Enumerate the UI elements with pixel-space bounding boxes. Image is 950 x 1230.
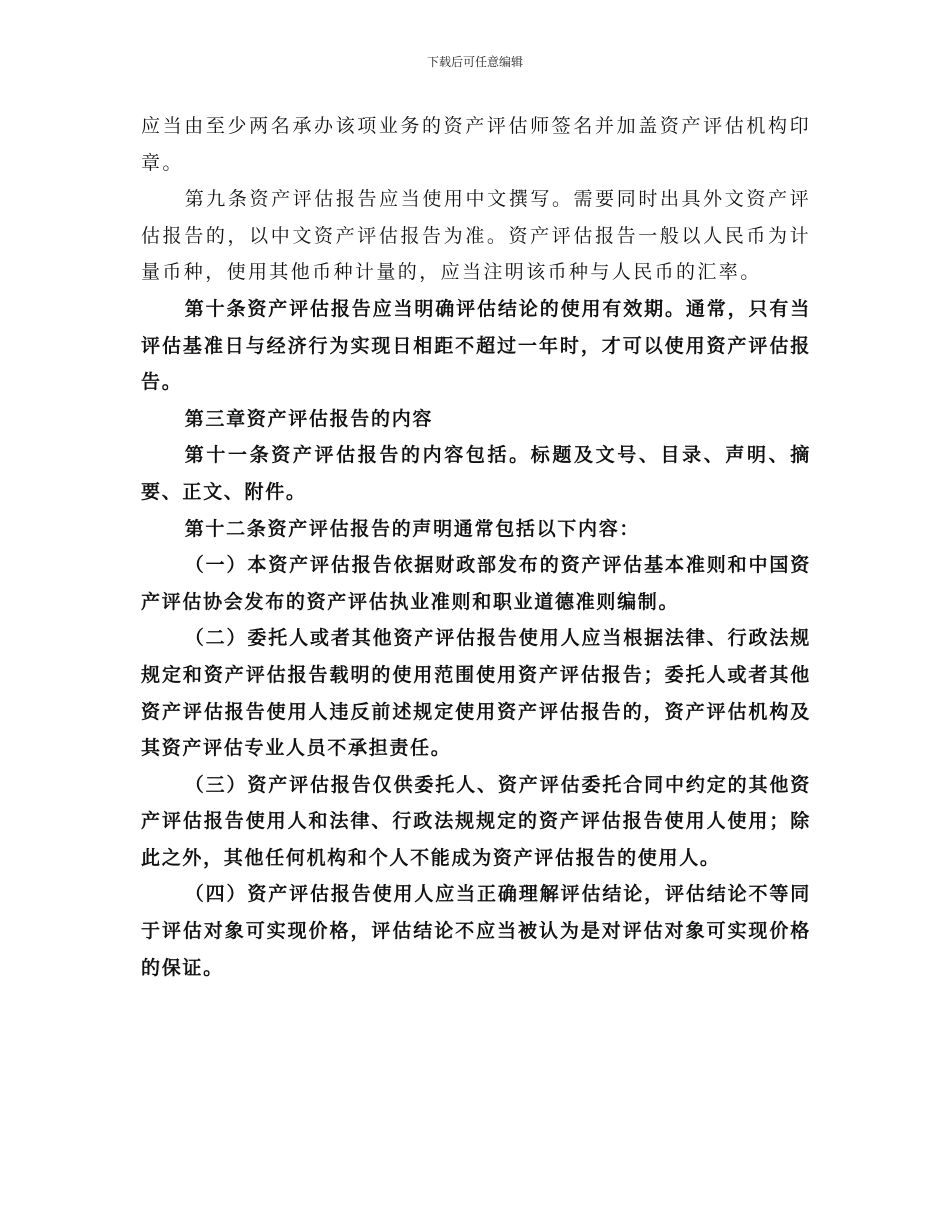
paragraph-article-12: 第十二条资产评估报告的声明通常包括以下内容： (184, 517, 641, 540)
chapter-heading: 第三章资产评估报告的内容 (184, 407, 434, 430)
paragraph-article-9: 第九条资产评估报告应当使用中文撰写。需要同时出具外文资产评估报告的，以中文资产评估报告为准。资产评估报告一般以人民币为计量币种，使用其他币种计量的，应当注明该币种与人民币的汇率。 (141, 188, 811, 284)
paragraph-item-3: （三）资产评估报告仅供委托人、资产评估委托合同中约定的其他资产评估报告使用人和法律、行政法规规定的资产评估报告使用人使用；除此之外，其他任何机构和个人不能成为资产评估报告的使用人。 (141, 773, 811, 869)
paragraph-continuation: 应当由至少两名承办该项业务的资产评估师签名并加盖资产评估机构印章。 (141, 115, 811, 174)
paragraph-item-1: （一）本资产评估报告依据财政部发布的资产评估基本准则和中国资产评估协会发布的资产评估执业准则和职业道德准则编制。 (141, 554, 811, 613)
page-header-note: 下载后可任意编辑 (426, 55, 523, 69)
document-body (141, 108, 811, 986)
paragraph-item-2: （二）委托人或者其他资产评估报告使用人应当根据法律、行政法规规定和资产评估报告载明的使用范围使用资产评估报告；委托人或者其他资产评估报告使用人违反前述规定使用资产评估报告的，资产评估机构及其资产评估专业人员不承担责任。 (141, 627, 811, 760)
paragraph-item-4: （四）资产评估报告使用人应当正确理解评估结论，评估结论不等同于评估对象可实现价格，评估结论不应当被认为是对评估对象可实现价格的保证。 (141, 883, 811, 979)
paragraph-article-11: 第十一条资产评估报告的内容包括。标题及文号、目录、声明、摘要、正文、附件。 (141, 444, 811, 503)
paragraph-article-10: 第十条资产评估报告应当明确评估结论的使用有效期。通常，只有当评估基准日与经济行为实现日相距不超过一年时，才可以使用资产评估报告。 (141, 297, 811, 394)
